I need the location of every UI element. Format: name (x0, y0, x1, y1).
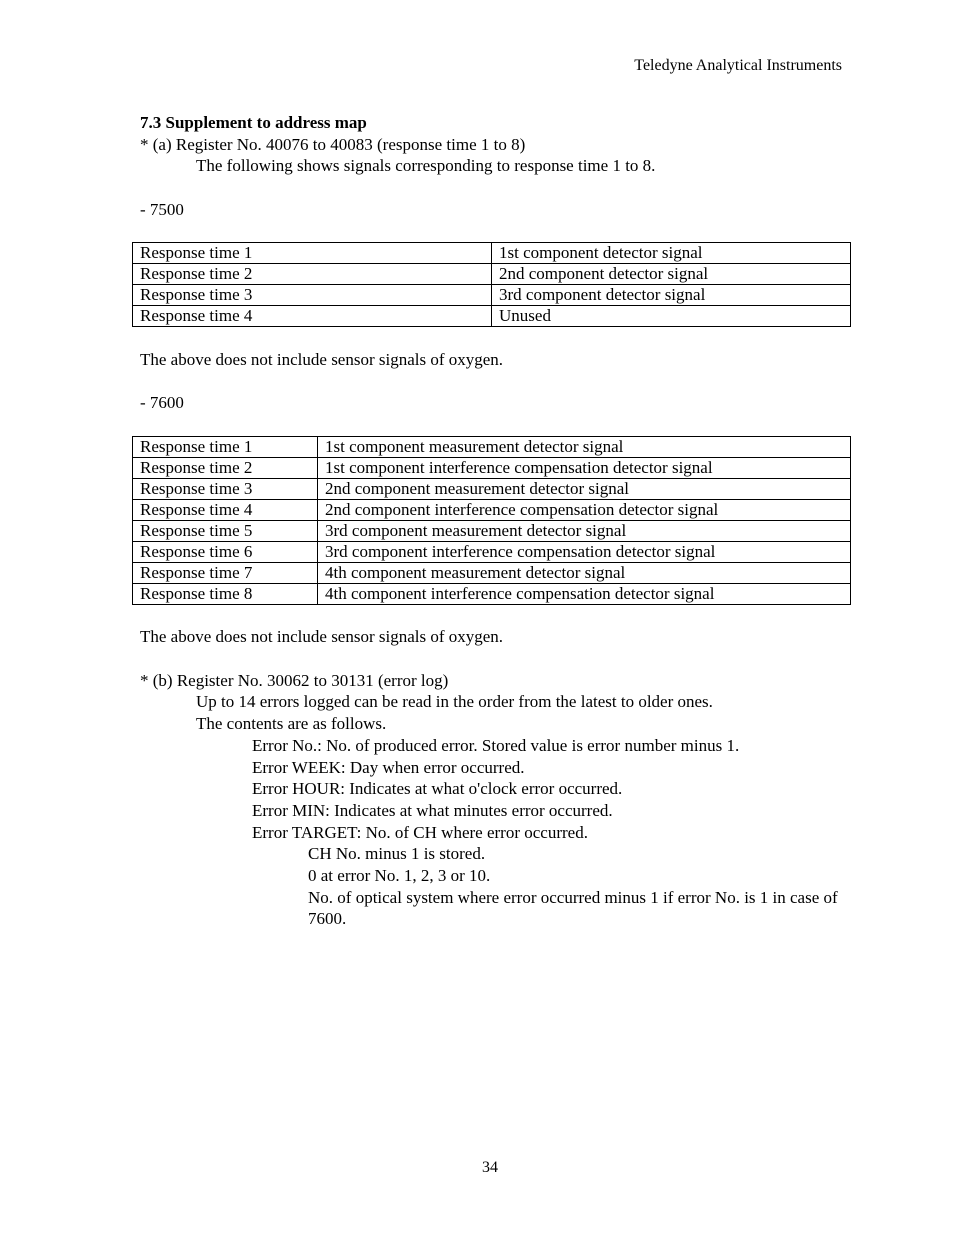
error-item: Error HOUR: Indicates at what o'clock error occurred. (252, 779, 623, 799)
target-detail: No. of optical system where error occurred minus 1 if error No. is 1 in case of 7600. (308, 887, 838, 929)
error-item: Error No.: No. of produced error. Stored value is error number minus 1. (252, 735, 740, 755)
signal-cell: 2nd component measurement detector signal (318, 478, 851, 499)
part-a-heading: * (a) Register No. 40076 to 40083 (response time 1 to 8) (140, 134, 526, 154)
signal-cell: 3rd component interference compensation detector signal (318, 541, 851, 562)
signal-cell: Unused (492, 306, 851, 327)
table-row (133, 583, 851, 604)
response-time-cell: Response time 4 (133, 499, 318, 520)
error-item: Error MIN: Indicates at what minutes error occurred. (252, 800, 613, 820)
part-b-line1: Up to 14 errors logged can be read in the order from the latest to older ones. (196, 692, 713, 712)
target-detail: CH No. minus 1 is stored. (308, 844, 486, 864)
model-7500-label: - 7500 (140, 199, 184, 219)
table-row (133, 499, 851, 520)
response-time-cell: Response time 3 (133, 478, 318, 499)
table-row (133, 457, 851, 478)
table-row (133, 562, 851, 583)
response-time-cell: Response time 3 (133, 285, 492, 306)
note-7600: The above does not include sensor signals of oxygen. (140, 627, 504, 647)
signal-cell: 4th component measurement detector signal (318, 562, 851, 583)
page-number: 34 (482, 1159, 498, 1176)
table-row (133, 306, 851, 327)
table-row (133, 520, 851, 541)
error-item: Error TARGET: No. of CH where error occurred. (252, 822, 588, 842)
table-row (133, 285, 851, 306)
response-time-cell: Response time 1 (133, 243, 492, 264)
response-time-cell: Response time 4 (133, 306, 492, 327)
table-row (133, 478, 851, 499)
table-row (133, 243, 851, 264)
response-time-cell: Response time 8 (133, 583, 318, 604)
section-title: 7.3 Supplement to address map (140, 113, 367, 132)
part-b-line2: The contents are as follows. (196, 714, 387, 734)
response-time-cell: Response time 1 (133, 436, 318, 457)
error-item: Error WEEK: Day when error occurred. (252, 757, 525, 777)
model-7600-label: - 7600 (140, 393, 184, 413)
signal-cell: 2nd component detector signal (492, 264, 851, 285)
signal-cell: 1st component interference compensation detector signal (318, 457, 851, 478)
page-body (140, 112, 860, 930)
response-time-cell: Response time 2 (133, 264, 492, 285)
note-7500: The above does not include sensor signals of oxygen. (140, 349, 504, 369)
signal-cell: 1st component measurement detector signal (318, 436, 851, 457)
signal-cell: 3rd component measurement detector signal (318, 520, 851, 541)
response-table-7500 (132, 242, 851, 327)
running-header: Teledyne Analytical Instruments (634, 57, 842, 74)
response-time-cell: Response time 6 (133, 541, 318, 562)
table-row (133, 264, 851, 285)
signal-cell: 1st component detector signal (492, 243, 851, 264)
part-b-heading: * (b) Register No. 30062 to 30131 (error log) (140, 670, 449, 690)
signal-cell: 2nd component interference compensation detector signal (318, 499, 851, 520)
response-time-cell: Response time 7 (133, 562, 318, 583)
signal-cell: 3rd component detector signal (492, 285, 851, 306)
table-row (133, 541, 851, 562)
part-a-intro: The following shows signals corresponding to response time 1 to 8. (196, 156, 656, 176)
signal-cell: 4th component interference compensation detector signal (318, 583, 851, 604)
table-row (133, 436, 851, 457)
response-time-cell: Response time 5 (133, 520, 318, 541)
target-detail: 0 at error No. 1, 2, 3 or 10. (308, 866, 491, 886)
response-time-cell: Response time 2 (133, 457, 318, 478)
response-table-7600 (132, 436, 851, 605)
